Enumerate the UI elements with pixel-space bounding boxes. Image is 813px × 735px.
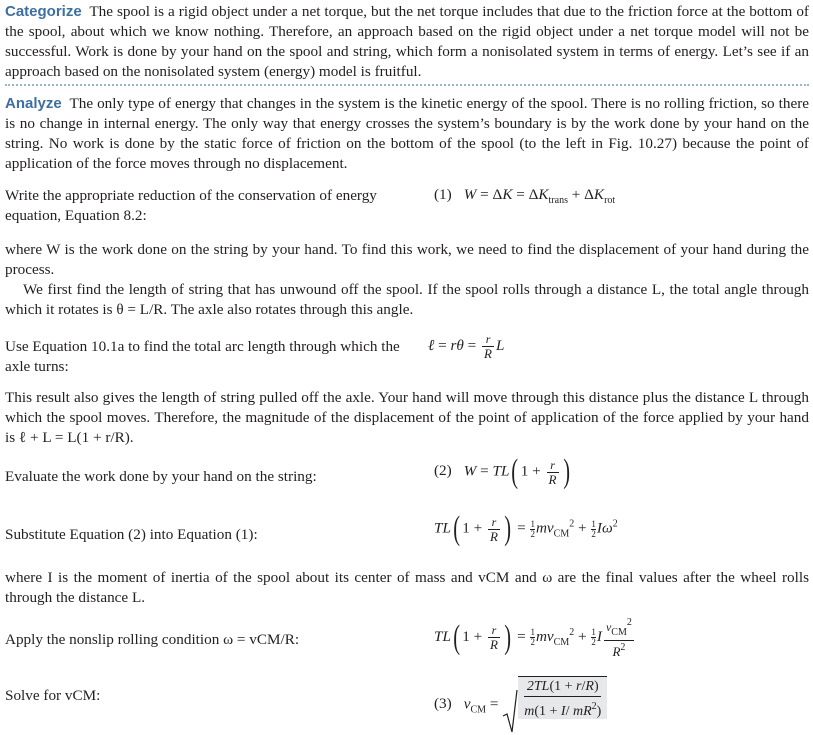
section-divider xyxy=(5,84,809,86)
equation-substituted: TL( 1 + $\frac{r}{R}$ ) = $\frac{1}{2}mv_{CM}^2$ + $\frac{1}{2}I\omega^2$ xyxy=(434,510,618,547)
equation-rolling: TL( 1 + $\frac{r}{R}$ ) = $\frac{1}{2}mv_{CM}^2$ + $\frac{1}{2}I$ $\frac{v_{CM}^2}{R^2}$ xyxy=(434,617,632,659)
equation-arc-length: ℓ = rθ = $\frac{r}{R}$ L xyxy=(428,332,505,361)
equation-3-number: (3) xyxy=(434,695,452,713)
result-paragraph: This result also gives the length of string pulled off the axle. Your hand will move through this distance plus the distance L through which the spool moves. Therefore, the magnitude of the displacement of the point of application of the force applied by your hand is ℓ + L = L(1 + r/R). xyxy=(5,389,809,446)
step-solve-text: Solve for vCM: xyxy=(5,687,101,704)
equation-2-number: (2) xyxy=(434,462,452,480)
step-rolling-text: Apply the nonslip rolling condition ω = vCM/R: xyxy=(5,631,300,648)
equation-1-number: (1) xyxy=(434,186,452,203)
equation-1: (1) $W = \Delta K = \Delta K_{trans} + \Delta K_{rot}$ xyxy=(434,186,616,206)
length-paragraph: We first find the length of string that has unwound off the spool. If the spool rolls through a distance L, the total angle through which it rotates is θ = L/R. The axle also rotates through this angle. xyxy=(5,281,809,318)
work-paragraph: where W is the work done on the string by your hand. To find this work, we need to find the displacement of your hand during the process. xyxy=(5,241,809,278)
inertia-paragraph: where I is the moment of inertia of the spool about its center of mass and vCM and ω are the final values after the wheel rolls through the distance L. xyxy=(5,569,809,606)
step-substitute-text: Substitute Equation (2) into Equation (1): xyxy=(5,526,258,543)
step-arc-length-text: Use Equation 10.1a to find the total arc length through which the axle turns: xyxy=(5,338,400,375)
square-root: $\frac{2TL(1 + r/R)}{m(1 + I/ mR^2)}$ xyxy=(502,676,607,734)
radical-sign-icon xyxy=(502,690,518,734)
categorize-heading: Categorize xyxy=(5,3,82,20)
equation-2: (2) W = TL( 1 + $\frac{r}{R}$ ) xyxy=(434,453,570,490)
equation-3: (3) $v_{CM}$ = $\frac{2TL(1 + r/R)}{m(1 + I/ mR^2)}$ xyxy=(434,676,607,734)
analyze-paragraph xyxy=(5,94,809,174)
categorize-body: The spool is a rigid object under a net torque, but the net torque includes that due to the friction force at the bottom of the spool, about which we know nothing. Therefore, an approach based on the rigid object under a net torque model will not be successful. Work is done by your hand on the spool and string, which form a nonisolated system in terms of energy. Let’s see if an approach based on the nonisolated system (energy) model is fruitful. xyxy=(5,3,809,80)
step-work-text: Evaluate the work done by your hand on the string: xyxy=(5,468,317,485)
analyze-heading: Analyze xyxy=(5,95,62,112)
categorize-paragraph xyxy=(5,2,809,82)
step-conservation-text: Write the appropriate reduction of the conservation of energy equation, Equation 8.2: xyxy=(5,187,377,224)
analyze-body: The only type of energy that changes in the system is the kinetic energy of the spool. There is no rolling friction, so there is no change in internal energy. The only way that energy crosses the system’s boundary is by the work done by your hand on the string. No work is done by the static force of friction on the bottom of the spool (to the left in Fig. 10.27) because the point of application of the force moves through no displacement. xyxy=(5,95,809,172)
